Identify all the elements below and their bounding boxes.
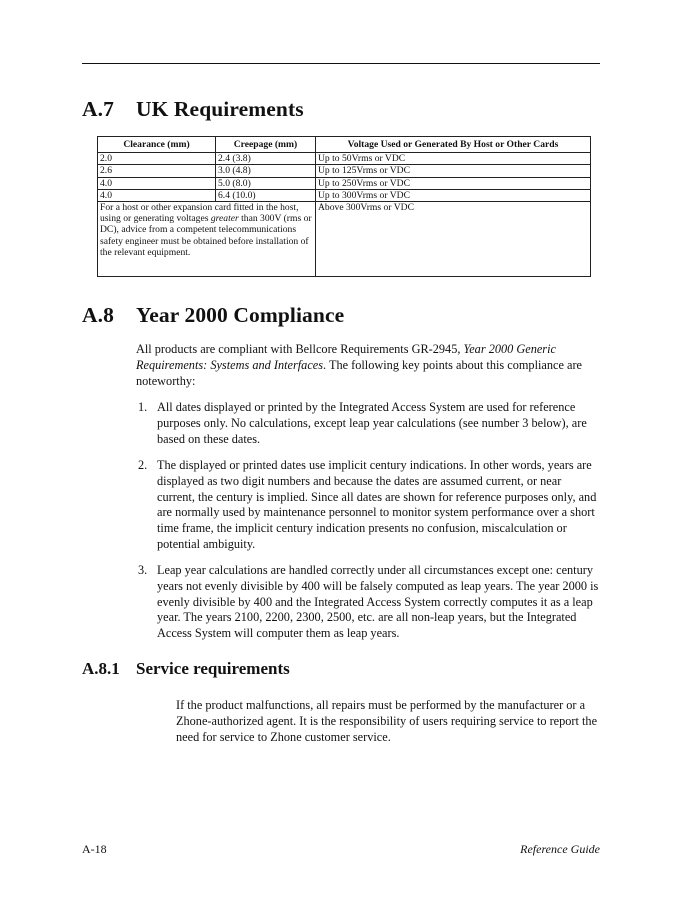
table-row [98, 165, 591, 177]
table-cell: Up to 125Vrms or VDC [316, 165, 591, 177]
list-number: 2. [138, 458, 148, 472]
list-text: The displayed or printed dates use implicit century indications. In other words, years are displayed as two digit numbers and because the dates are assumed current, or near current, the century is implied. Since all dates are shown for reference purposes only, and are normally used by maintenance personnel to monitor system performance over a short time frame, the implicit century indication presents no confusion, miscalculation or potential ambiguity. [157, 458, 597, 551]
table-cell: 4.0 [98, 177, 216, 189]
column-header: Clearance (mm) [98, 137, 216, 153]
list-number: 3. [138, 563, 148, 577]
table-note-cell: For a host or other expansion card fitted in the host, using or generating voltages greater than 300V (rms or DC), advice from a competent telecommunications safety engineer must be obtained before installation of the relevant equipment. [98, 202, 316, 277]
page-number: A-18 [82, 842, 107, 856]
table-cell: 2.6 [98, 165, 216, 177]
table-cell: 4.0 [98, 189, 216, 201]
service-paragraph: If the product malfunctions, all repairs must be performed by the manufacturer or a Zhone-authorized agent. It is the responsibility of users requiring service to report the need for service to Zhone customer service. [176, 698, 598, 744]
table-cell: 5.0 (8.0) [216, 177, 316, 189]
header-rule [82, 63, 600, 64]
y2k-intro-paragraph: All products are compliant with Bellcore Requirements GR-2945, Year 2000 Generic Requirements: Systems and Interfaces. The following key points about this compliance are noteworthy: [136, 342, 583, 388]
subsection-title: Service requirements [136, 659, 290, 678]
table-cell: 2.0 [98, 153, 216, 165]
footer-title: Reference Guide [520, 842, 600, 856]
section-title: UK Requirements [136, 97, 304, 121]
table-header-row [98, 137, 591, 153]
section-number: A.7 [82, 97, 114, 121]
column-header: Voltage Used or Generated By Host or Other Cards [316, 137, 591, 153]
table-cell: 2.4 (3.8) [216, 153, 316, 165]
table-row [98, 153, 591, 165]
list-text: All dates displayed or printed by the Integrated Access System are used for reference purposes only. No calculations, except leap year calculations (see number 3 below), are based on these dates. [157, 400, 587, 446]
table-row-note [98, 202, 591, 277]
section-title: Year 2000 Compliance [136, 303, 345, 327]
table-cell: 3.0 (4.8) [216, 165, 316, 177]
subsection-heading-a81 [82, 659, 290, 679]
table-cell: 6.4 (10.0) [216, 189, 316, 201]
subsection-number: A.8.1 [82, 659, 120, 678]
list-text: Leap year calculations are handled correctly under all circumstances except one: century years not evenly divisible by 400 will be falsely computed as leap years. The year 2000 is evenly divisible by 400 and the Integrated Access System correctly computes it as a leap year. The years 2100, 2200, 2300, 2500, etc. are all non-leap years, but the Integrated Access System will computer them as leap years. [157, 563, 599, 641]
table-cell: Up to 50Vrms or VDC [316, 153, 591, 165]
table-cell: Above 300Vrms or VDC [316, 202, 591, 277]
table-row [98, 189, 591, 201]
list-number: 1. [138, 400, 148, 414]
section-heading-a8 [82, 303, 344, 328]
column-header: Creepage (mm) [216, 137, 316, 153]
section-number: A.8 [82, 303, 114, 327]
section-heading-a7 [82, 97, 304, 122]
table-row [98, 177, 591, 189]
table-cell: Up to 300Vrms or VDC [316, 189, 591, 201]
table-cell: Up to 250Vrms or VDC [316, 177, 591, 189]
uk-requirements-table [97, 136, 591, 277]
